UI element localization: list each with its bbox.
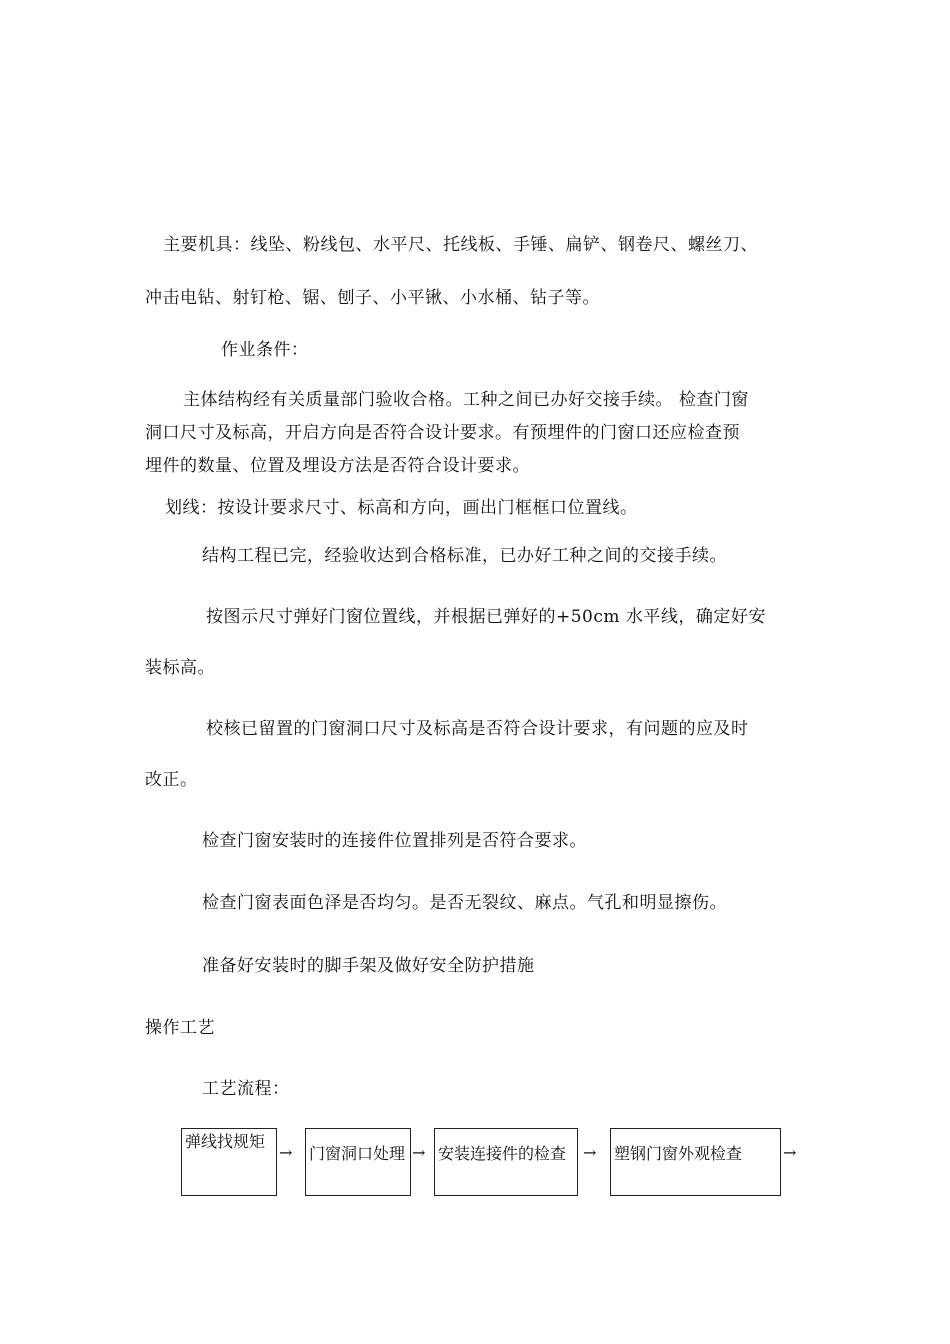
scaffold-line: 准备好安装时的脚手架及做好安全防护措施 (202, 956, 535, 976)
flow-heading: 工艺流程： (202, 1079, 290, 1099)
conditions-para-line-1: 主体结构经有关质量部门验收合格。工种之间已办好交接手续。 检查门窗 (183, 390, 749, 410)
flow-step-label: 塑钢门窗外观检查 (614, 1144, 743, 1163)
flow-step-box (434, 1128, 578, 1196)
structure-done-line: 结构工程已完，经验收达到合格标准，已办好工种之间的交接手续。 (202, 546, 727, 566)
tools-line-1: 主要机具：线坠、粉线包、水平尺、托线板、手锤、扁铲、钢卷尺、螺丝刀、 (163, 235, 758, 255)
flow-step-label: 弹线找规矩 (185, 1132, 266, 1151)
conditions-para-line-3: 埋件的数量、位置及埋设方法是否符合设计要求。 (145, 456, 530, 476)
conditions-para-line-2: 洞口尺寸及标高，开启方向是否符合设计要求。有预埋件的门窗口还应检查预 (145, 423, 740, 443)
surface-line: 检查门窗表面色泽是否均匀。是否无裂纹、麻点。气孔和明显擦伤。 (202, 893, 727, 913)
flow-arrow: → (279, 1143, 293, 1162)
flow-arrow: → (583, 1143, 597, 1162)
conditions-heading: 作业条件： (221, 340, 309, 360)
elevation-line-2: 装标高。 (145, 658, 215, 678)
flow-arrow: → (412, 1143, 426, 1162)
elevation-line-1: 按图示尺寸弹好门窗位置线，并根据已弹好的+50cm 水平线，确定好安 (206, 607, 766, 627)
flow-step-box (181, 1128, 277, 1196)
marking-line: 划线：按设计要求尺寸、标高和方向，画出门框框口位置线。 (165, 498, 638, 518)
verify-line-1: 校核已留置的门窗洞口尺寸及标高是否符合设计要求，有问题的应及时 (206, 719, 749, 739)
tools-line-2: 冲击电钻、射钉枪、锯、刨子、小平锹、小水桶、钻子等。 (145, 288, 600, 308)
connectors-line: 检查门窗安装时的连接件位置排列是否符合要求。 (202, 831, 587, 851)
flow-arrow: → (783, 1143, 797, 1162)
flow-step-box (610, 1128, 781, 1196)
flow-step-box (305, 1128, 411, 1196)
flow-step-label: 门窗洞口处理 (309, 1144, 406, 1163)
verify-line-2: 改正。 (145, 770, 198, 790)
process-heading: 操作工艺 (145, 1018, 215, 1038)
flow-step-label: 安装连接件的检查 (438, 1144, 567, 1163)
